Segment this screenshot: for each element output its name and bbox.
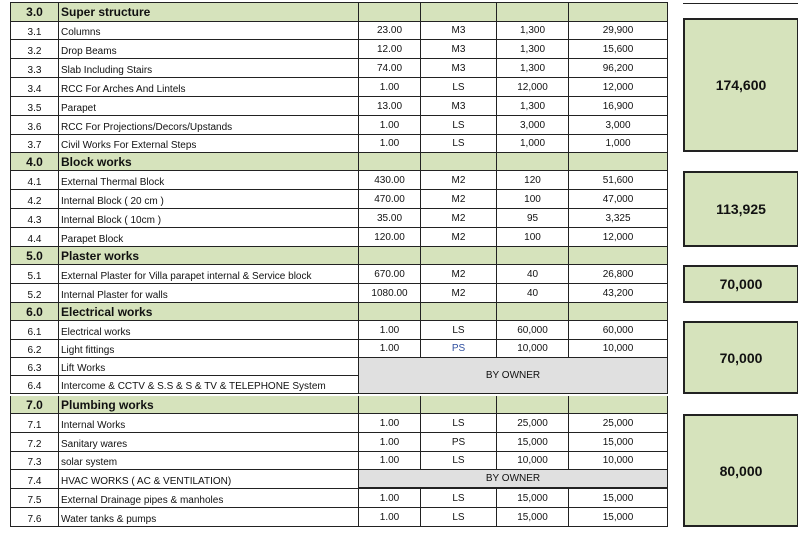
item-number: 3.5 — [10, 97, 58, 115]
item-number: 3.3 — [10, 59, 58, 77]
empty-cell — [496, 247, 568, 264]
item-number: 7.5 — [10, 489, 58, 507]
item-unit: M3 — [420, 22, 496, 39]
item-quantity: 74.00 — [358, 59, 420, 77]
item-unit: LS — [420, 452, 496, 469]
item-rate: 1,300 — [496, 97, 568, 115]
item-description: HVAC WORKS ( AC & VENTILATION) — [58, 470, 358, 488]
item-number: 3.7 — [10, 135, 58, 152]
empty-cell — [568, 396, 668, 413]
table-row — [10, 414, 668, 433]
section-number: 5.0 — [10, 247, 58, 264]
table-row — [10, 228, 668, 247]
item-quantity: 1.00 — [358, 340, 420, 357]
item-number: 7.3 — [10, 452, 58, 469]
item-amount: 29,900 — [568, 22, 668, 39]
item-quantity: 1.00 — [358, 508, 420, 526]
empty-cell — [358, 153, 420, 170]
item-number: 6.2 — [10, 340, 58, 357]
item-number: 4.4 — [10, 228, 58, 246]
item-unit: LS — [420, 116, 496, 134]
item-unit: LS — [420, 508, 496, 526]
item-description: solar system — [58, 452, 358, 469]
table-top-border — [10, 2, 668, 3]
table-row — [10, 489, 668, 508]
table-row — [10, 190, 668, 209]
section-title: Plumbing works — [58, 396, 358, 413]
section-total: 113,925 — [683, 171, 798, 247]
section-total: 70,000 — [683, 321, 798, 394]
item-rate: 1,000 — [496, 135, 568, 152]
item-description: Internal Block ( 10cm ) — [58, 209, 358, 227]
table-row — [10, 116, 668, 135]
item-rate: 100 — [496, 228, 568, 246]
table-row — [10, 40, 668, 59]
item-amount: 43,200 — [568, 284, 668, 302]
empty-cell — [496, 396, 568, 413]
item-amount: 3,000 — [568, 116, 668, 134]
section-title: Electrical works — [58, 303, 358, 320]
item-number: 5.1 — [10, 265, 58, 283]
item-description: Parapet Block — [58, 228, 358, 246]
item-number: 6.3 — [10, 358, 58, 375]
item-rate: 10,000 — [496, 340, 568, 357]
empty-cell — [358, 3, 420, 21]
table-row — [10, 59, 668, 78]
section-title: Plaster works — [58, 247, 358, 264]
item-quantity: 1.00 — [358, 414, 420, 432]
totals-column-top — [683, 0, 798, 4]
item-description: Parapet — [58, 97, 358, 115]
section-header-row — [10, 247, 668, 265]
item-unit: M2 — [420, 190, 496, 208]
item-description: Electrical works — [58, 321, 358, 339]
item-description: Internal Plaster for walls — [58, 284, 358, 302]
item-amount: 3,325 — [568, 209, 668, 227]
empty-cell — [358, 303, 420, 320]
empty-cell — [568, 3, 668, 21]
item-quantity: 1.00 — [358, 116, 420, 134]
item-rate: 100 — [496, 190, 568, 208]
item-number: 3.4 — [10, 78, 58, 96]
empty-cell — [420, 303, 496, 320]
table-row — [10, 340, 668, 358]
item-amount: 16,900 — [568, 97, 668, 115]
item-number: 4.1 — [10, 171, 58, 189]
section-total: 80,000 — [683, 414, 798, 527]
table-row — [10, 284, 668, 303]
item-description: Internal Works — [58, 414, 358, 432]
item-rate: 15,000 — [496, 489, 568, 507]
item-quantity: 1.00 — [358, 452, 420, 469]
item-amount: 15,000 — [568, 489, 668, 507]
section-title: Block works — [58, 153, 358, 170]
item-unit: M2 — [420, 265, 496, 283]
table-row — [10, 265, 668, 284]
item-unit: PS — [420, 433, 496, 451]
item-description: RCC For Arches And Lintels — [58, 78, 358, 96]
item-quantity: 670.00 — [358, 265, 420, 283]
item-number: 5.2 — [10, 284, 58, 302]
empty-cell — [420, 153, 496, 170]
item-amount: 25,000 — [568, 414, 668, 432]
item-description: Slab Including Stairs — [58, 59, 358, 77]
empty-cell — [496, 153, 568, 170]
item-quantity: 1.00 — [358, 433, 420, 451]
item-amount: 60,000 — [568, 321, 668, 339]
item-rate: 10,000 — [496, 452, 568, 469]
item-rate: 12,000 — [496, 78, 568, 96]
item-rate: 1,300 — [496, 59, 568, 77]
item-unit: PS — [420, 340, 496, 357]
table-row — [10, 209, 668, 228]
item-number: 7.2 — [10, 433, 58, 451]
item-amount: 12,000 — [568, 78, 668, 96]
item-rate: 40 — [496, 265, 568, 283]
section-header-row — [10, 303, 668, 321]
item-rate: 120 — [496, 171, 568, 189]
item-rate: 40 — [496, 284, 568, 302]
item-number: 7.4 — [10, 470, 58, 488]
item-amount: 15,000 — [568, 508, 668, 526]
table-row — [10, 321, 668, 340]
item-unit: LS — [420, 78, 496, 96]
section-total: 70,000 — [683, 265, 798, 303]
item-description: Light fittings — [58, 340, 358, 357]
section-number: 4.0 — [10, 153, 58, 170]
empty-cell — [420, 247, 496, 264]
item-number: 4.3 — [10, 209, 58, 227]
item-unit: M3 — [420, 40, 496, 58]
item-number: 6.4 — [10, 376, 58, 393]
table-row — [10, 508, 668, 527]
item-description: Lift Works — [58, 358, 358, 375]
empty-cell — [420, 396, 496, 413]
item-description: Internal Block ( 20 cm ) — [58, 190, 358, 208]
item-unit: LS — [420, 135, 496, 152]
item-rate: 1,300 — [496, 40, 568, 58]
item-description: External Plaster for Villa parapet internal & Service block — [58, 265, 358, 283]
item-unit: M2 — [420, 228, 496, 246]
item-rate: 60,000 — [496, 321, 568, 339]
table-row — [10, 97, 668, 116]
item-unit: LS — [420, 414, 496, 432]
section-number: 3.0 — [10, 3, 58, 21]
empty-cell — [358, 396, 420, 413]
item-amount: 10,000 — [568, 340, 668, 357]
table-row — [10, 135, 668, 153]
item-amount: 1,000 — [568, 135, 668, 152]
empty-cell — [358, 247, 420, 264]
table-row — [10, 22, 668, 40]
item-rate: 25,000 — [496, 414, 568, 432]
item-amount: 96,200 — [568, 59, 668, 77]
item-unit: LS — [420, 489, 496, 507]
by-owner-electrical: BY OWNER — [358, 357, 668, 394]
item-quantity: 23.00 — [358, 22, 420, 39]
item-number: 7.6 — [10, 508, 58, 526]
empty-cell — [420, 3, 496, 21]
section-header-row — [10, 153, 668, 171]
item-amount: 26,800 — [568, 265, 668, 283]
by-owner-hvac: BY OWNER — [358, 469, 668, 488]
item-rate: 3,000 — [496, 116, 568, 134]
table-row — [10, 78, 668, 97]
item-description: External Thermal Block — [58, 171, 358, 189]
item-unit: M3 — [420, 97, 496, 115]
section-title: Super structure — [58, 3, 358, 21]
table-row — [10, 452, 668, 470]
section-number: 6.0 — [10, 303, 58, 320]
item-unit: LS — [420, 321, 496, 339]
item-rate: 95 — [496, 209, 568, 227]
item-quantity: 1.00 — [358, 489, 420, 507]
item-quantity: 120.00 — [358, 228, 420, 246]
item-quantity: 1080.00 — [358, 284, 420, 302]
item-number: 7.1 — [10, 414, 58, 432]
item-amount: 12,000 — [568, 228, 668, 246]
empty-cell — [568, 303, 668, 320]
section-header-row — [10, 3, 668, 22]
item-quantity: 1.00 — [358, 135, 420, 152]
item-description: Civil Works For External Steps — [58, 135, 358, 152]
item-amount: 51,600 — [568, 171, 668, 189]
item-quantity: 470.00 — [358, 190, 420, 208]
item-quantity: 13.00 — [358, 97, 420, 115]
item-number: 4.2 — [10, 190, 58, 208]
item-description: RCC For Projections/Decors/Upstands — [58, 116, 358, 134]
item-quantity: 1.00 — [358, 321, 420, 339]
section-number: 7.0 — [10, 396, 58, 413]
item-unit: M2 — [420, 284, 496, 302]
empty-cell — [568, 153, 668, 170]
item-rate: 15,000 — [496, 508, 568, 526]
item-description: Water tanks & pumps — [58, 508, 358, 526]
item-number: 6.1 — [10, 321, 58, 339]
item-quantity: 12.00 — [358, 40, 420, 58]
item-description: Drop Beams — [58, 40, 358, 58]
section-header-row — [10, 396, 668, 414]
item-number: 3.6 — [10, 116, 58, 134]
item-quantity: 35.00 — [358, 209, 420, 227]
item-unit: M2 — [420, 171, 496, 189]
table-row — [10, 433, 668, 452]
item-quantity: 1.00 — [358, 78, 420, 96]
item-number: 3.1 — [10, 22, 58, 39]
item-description: Columns — [58, 22, 358, 39]
item-quantity: 430.00 — [358, 171, 420, 189]
item-description: Intercome & CCTV & S.S & S & TV & TELEPHONE System — [58, 376, 358, 393]
empty-cell — [496, 3, 568, 21]
item-amount: 15,600 — [568, 40, 668, 58]
item-amount: 47,000 — [568, 190, 668, 208]
item-amount: 10,000 — [568, 452, 668, 469]
item-number: 3.2 — [10, 40, 58, 58]
item-description: Sanitary wares — [58, 433, 358, 451]
empty-cell — [496, 303, 568, 320]
empty-cell — [568, 247, 668, 264]
item-amount: 15,000 — [568, 433, 668, 451]
section-total: 174,600 — [683, 18, 798, 152]
item-rate: 1,300 — [496, 22, 568, 39]
table-row — [10, 171, 668, 190]
item-rate: 15,000 — [496, 433, 568, 451]
item-unit: M2 — [420, 209, 496, 227]
item-unit: M3 — [420, 59, 496, 77]
item-description: External Drainage pipes & manholes — [58, 489, 358, 507]
